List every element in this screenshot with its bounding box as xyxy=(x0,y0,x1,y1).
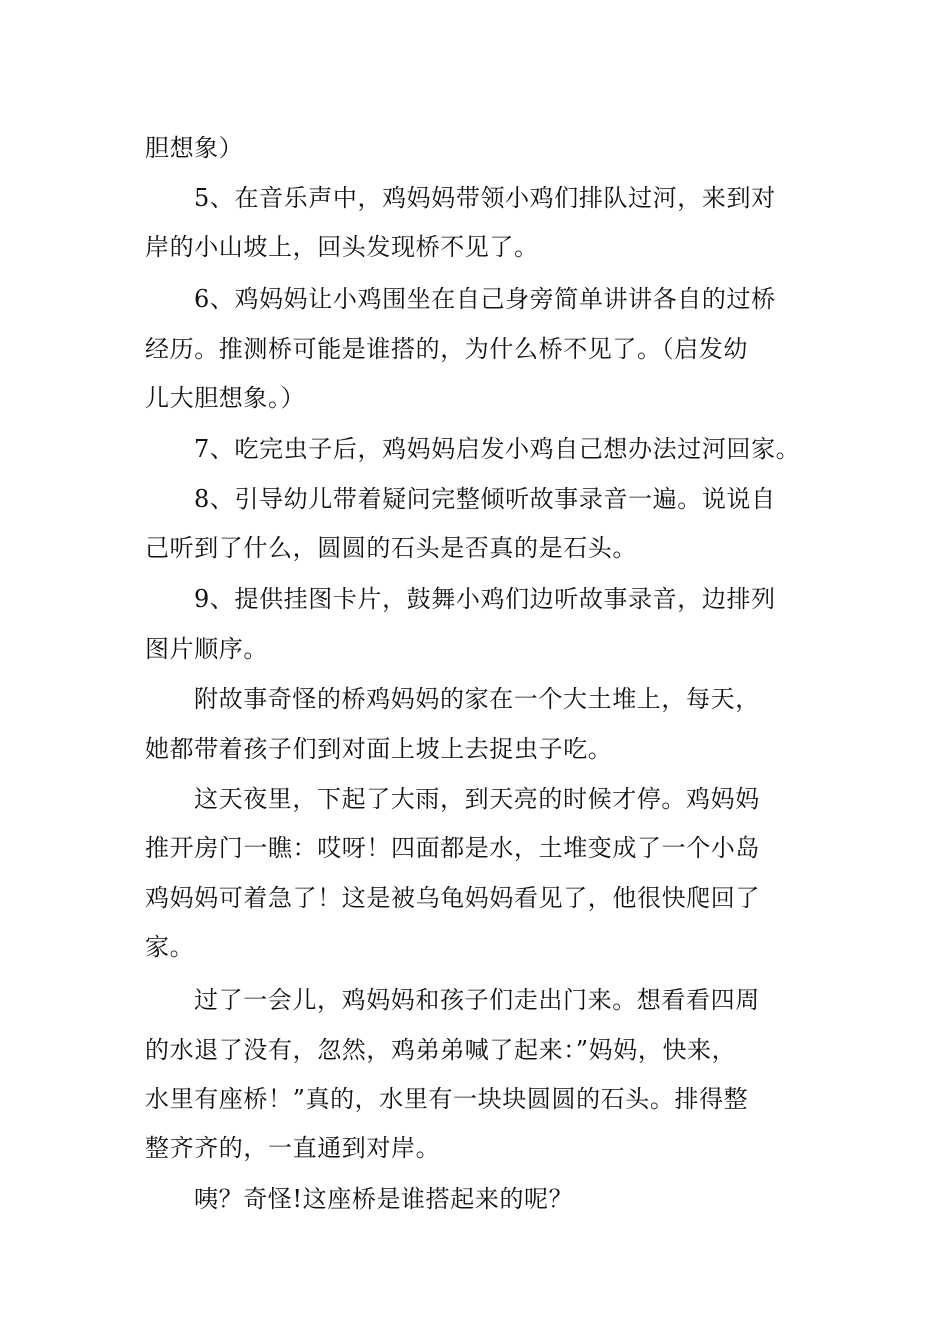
text-line: 图片顺序。 xyxy=(145,635,268,663)
text-line: 过了一会儿，鸡妈妈和孩子们走出门来。想看看四周 xyxy=(194,986,760,1014)
text-line: 咦？奇怪!这座桥是谁搭起来的呢？ xyxy=(194,1185,574,1213)
text-line: 鸡妈妈可着急了！这是被乌龟妈妈看见了，他很快爬回了 xyxy=(145,884,760,912)
text-line: 这天夜里，下起了大雨，到天亮的时候才停。鸡妈妈 xyxy=(194,785,760,813)
text-line: 胆想象） xyxy=(145,134,244,162)
text-line: 8、引导幼儿带着疑问完整倾听故事录音一遍。说说自 xyxy=(194,485,776,513)
text-line: 她都带着孩子们到对面上坡上去捉虫子吃。 xyxy=(145,735,613,763)
text-line: 6、鸡妈妈让小鸡围坐在自己身旁简单讲讲各自的过桥 xyxy=(194,285,776,313)
text-line: 己听到了什么，圆圆的石头是否真的是石头。 xyxy=(145,534,637,562)
text-line: 7、吃完虫子后，鸡妈妈启发小鸡自己想办法过河回家。 xyxy=(194,435,801,463)
text-line: 整齐齐的，一直通到对岸。 xyxy=(145,1134,441,1162)
text-line: 经历。推测桥可能是谁搭的，为什么桥不见了。（启发幼 xyxy=(145,335,748,363)
text-line: 儿大胆想象。） xyxy=(145,384,306,412)
text-line: 的水退了没有，忽然，鸡弟弟喊了起来：”妈妈，快来， xyxy=(145,1036,737,1064)
text-line: 附故事奇怪的桥鸡妈妈的家在一个大土堆上，每天， xyxy=(194,685,760,713)
text-line: 岸的小山坡上，回头发现桥不见了。 xyxy=(145,233,539,261)
text-line: 9、提供挂图卡片，鼓舞小鸡们边听故事录音，边排列 xyxy=(194,585,776,613)
text-line: 家。 xyxy=(145,933,195,961)
text-line: 水里有座桥！”真的，水里有一块块圆圆的石头。排得整 xyxy=(145,1085,749,1113)
text-line: 5、在音乐声中，鸡妈妈带领小鸡们排队过河，来到对 xyxy=(194,184,776,212)
text-line: 推开房门一瞧：哎呀！四面都是水，土堆变成了一个小岛 xyxy=(145,834,760,862)
